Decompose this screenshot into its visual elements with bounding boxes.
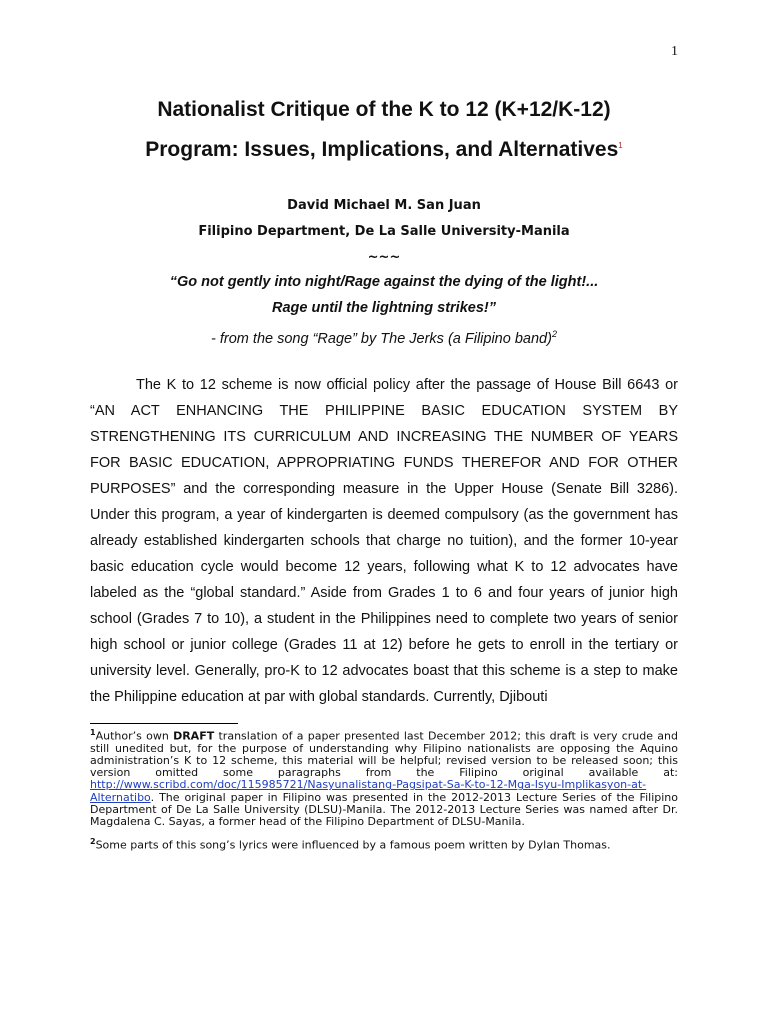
footnote-text: Author’s own (95, 729, 174, 743)
footnote-text: Some parts of this song’s lyrics were influenced by a famous poem written by Dylan Thomas. (95, 838, 611, 852)
section-separator: ~~~ (367, 250, 401, 265)
epigraph-quote-line-1: “Go not gently into night/Rage against the dying of the light!... (169, 274, 599, 290)
footnote-marker: 2 (90, 837, 96, 847)
body-paragraph (90, 372, 678, 710)
footnote-separator (90, 723, 238, 724)
footnote-2 (90, 836, 678, 852)
title-line-1: Nationalist Critique of the K to 12 (K+12/K-12) (157, 98, 611, 121)
footnote-draft-label: DRAFT (173, 729, 215, 743)
footnote-1 (90, 727, 678, 828)
body-paragraph-text: The K to 12 scheme is now official policy after the passage of House Bill 6643 or “AN ACT ENHANCING THE PHILIPPINE BASIC EDUCATION SYSTEM BY STRENGTHENING ITS CURRICULUM AND INCREASING THE NUMBER OF YEARS FOR BASIC EDUCATION, APPROPRIATING FUNDS THEREFOR AND FOR OTHER PURPOSES” and the corresponding measure in the Upper House (Senate Bill 3286). Under this program, a year of kindergarten is deemed compulsory (as the government has already established kindergarten schools that charge no tuition), and the former 10-year basic education cycle would become 12 years, following what K to 12 advocates have labeled as the “global standard.” Aside from Grades 1 to 6 and four years of junior high school (Grades 7 to 10), a student in the Philippines need to complete two years of senior high school or junior college (Grades 11 at 12) before he gets to enroll in the tertiary or university level. Generally, pro-K to 12 advocates boast that this scheme is a step to make the Philippine education at par with global standards. Currently, Djibouti (90, 377, 678, 705)
epigraph-source (90, 321, 678, 352)
footnotes (90, 727, 678, 860)
footnote-text: . The original paper in Filipino was presented in the 2012-2013 Lecture Series of the Filipino Department of De La Salle University (DLSU)-Manila. The 2012-2013 Lecture Series was named after Dr. Magdalena C. Sayas, a former head of the Filipino Department of DLSU-Manila. (90, 790, 678, 829)
author-name: David Michael M. San Juan (287, 198, 481, 213)
page-number: 1 (671, 44, 678, 59)
epigraph (90, 269, 678, 352)
footnote-marker: 1 (90, 728, 96, 737)
title-line-2 (90, 128, 678, 168)
scribd-link[interactable]: http://www.scribd.com/doc/115985721/Nasyunalistang-Pagsipat-Sa-K-to-12-Mga-Isyu-Implikasyon-at-Alternatibo (90, 778, 647, 804)
title-footnote-marker[interactable]: 1 (618, 141, 623, 150)
epigraph-quote-line-2: Rage until the lightning strikes!” (272, 300, 496, 316)
epigraph-source-text: - from the song “Rage” by The Jerks (a Filipino band) (211, 330, 552, 347)
footnote-text: translation of a paper presented last December 2012; this draft is very crude and still unedited but, for the purpose of understanding why Filipino nationalists are opposing the Aquino administration’s K to 12 scheme, this material will be helpful; revised version to be released soon; this version omitted some paragraphs from the Filipino original available at: (90, 729, 678, 780)
epigraph-footnote-marker[interactable]: 2 (551, 329, 557, 339)
author-affiliation: Filipino Department, De La Salle University-Manila (198, 224, 570, 239)
title-line-2-text: Program: Issues, Implications, and Alternatives (145, 138, 619, 161)
author-block (90, 193, 678, 271)
document-title (90, 92, 678, 168)
